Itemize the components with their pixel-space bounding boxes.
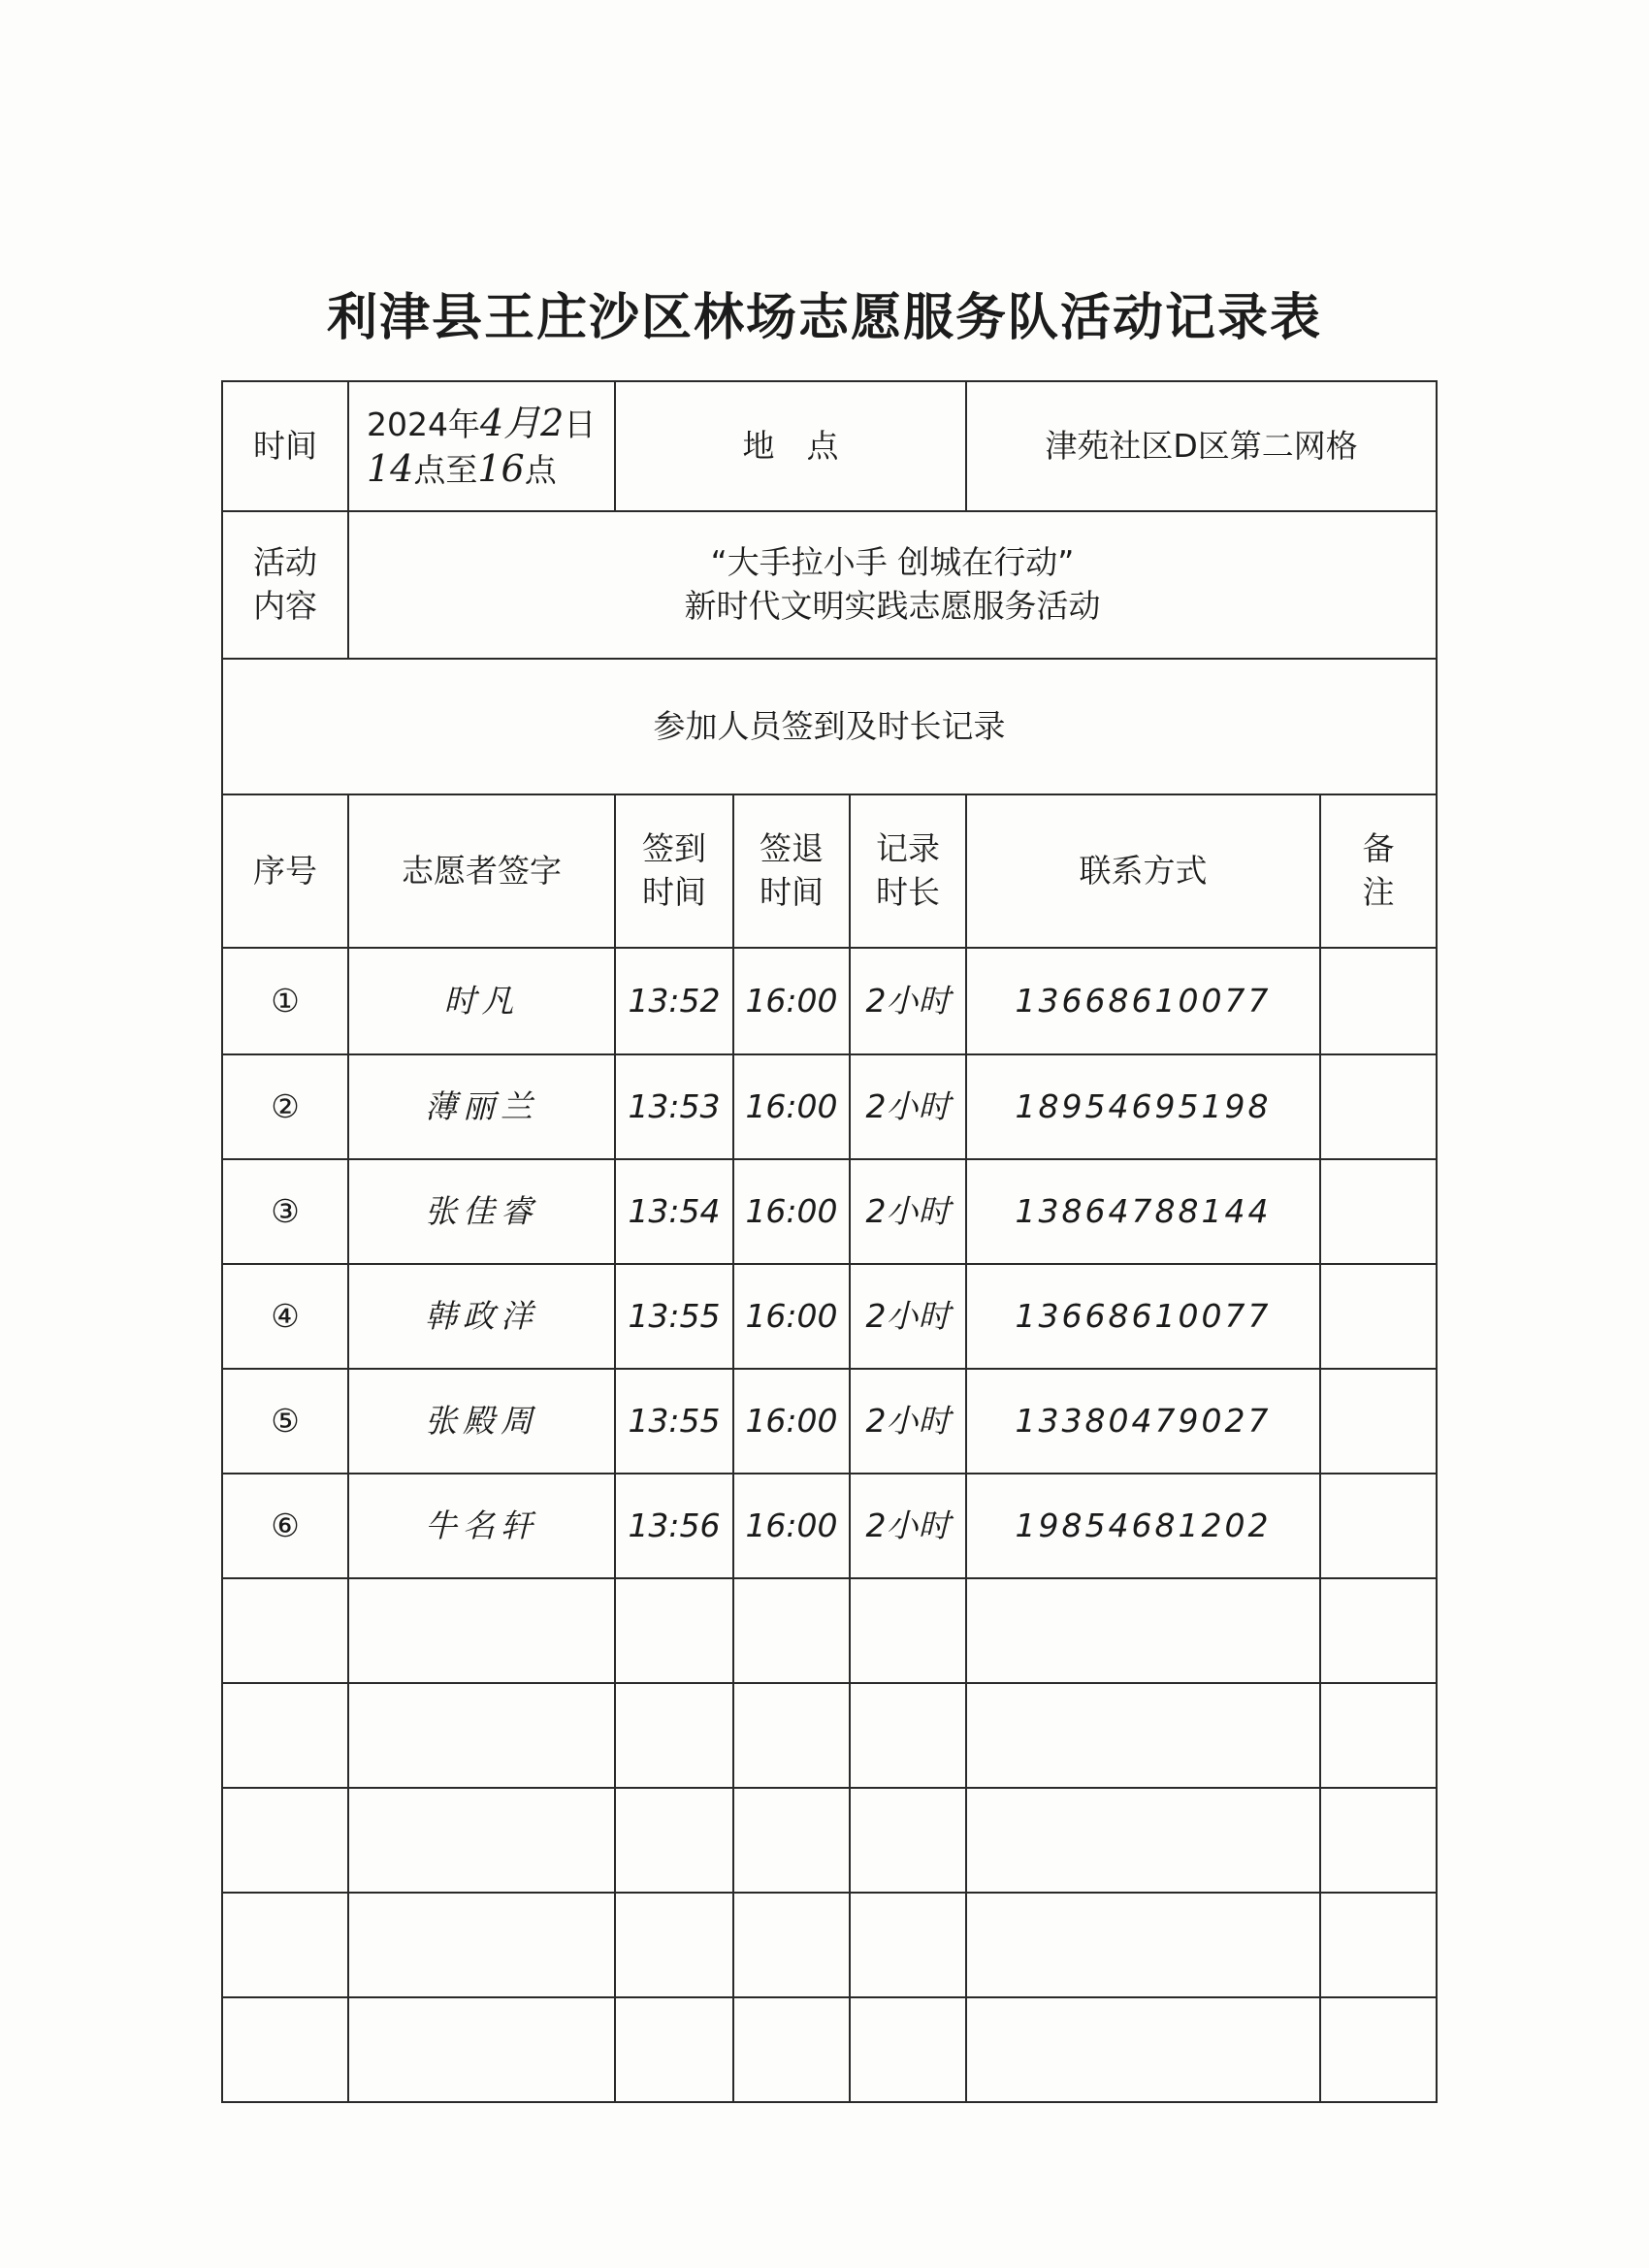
table-row [222, 1264, 1437, 1369]
row-phone: 19854681202 [966, 1474, 1320, 1578]
col-contact: 联系方式 [966, 794, 1320, 948]
empty-row [222, 1788, 1437, 1893]
row-notes [1320, 948, 1437, 1054]
date-time-value [348, 381, 615, 511]
row-signature: 韩政洋 [348, 1264, 615, 1369]
table-row [222, 948, 1437, 1054]
row-signature: 时凡 [348, 948, 615, 1054]
empty-row [222, 1893, 1437, 1997]
content-line-2: 新时代文明实践志愿服务活动 [684, 587, 1101, 625]
row-phone: 18954695198 [966, 1054, 1320, 1159]
col-signature: 志愿者签字 [348, 794, 615, 948]
empty-row [222, 1578, 1437, 1683]
row-checkout: 16:00 [733, 1054, 850, 1159]
row-seq: ① [222, 948, 348, 1054]
row-phone: 13864788144 [966, 1159, 1320, 1264]
row-notes [1320, 1264, 1437, 1369]
table-row [222, 1054, 1437, 1159]
row-checkin: 13:55 [615, 1264, 733, 1369]
row-notes [1320, 1474, 1437, 1578]
section-title: 参加人员签到及时长记录 [222, 659, 1437, 794]
row-duration: 2小时 [850, 1369, 966, 1474]
date-month: 4月 [479, 401, 541, 444]
row-seq: ④ [222, 1264, 348, 1369]
activity-record-table [221, 380, 1438, 2103]
place-value: 津苑社区D区第二网格 [966, 381, 1437, 511]
row-checkin: 13:53 [615, 1054, 733, 1159]
row-duration: 2小时 [850, 948, 966, 1054]
start-mid: 点至 [413, 451, 478, 489]
content-label: 活动 内容 [222, 511, 348, 659]
row-phone: 13668610077 [966, 948, 1320, 1054]
start-hour: 14 [367, 447, 414, 490]
time-place-row [222, 381, 1437, 511]
row-checkin: 13:56 [615, 1474, 733, 1578]
row-duration: 2小时 [850, 1054, 966, 1159]
row-seq: ⑥ [222, 1474, 348, 1578]
row-signature: 薄丽兰 [348, 1054, 615, 1159]
row-checkout: 16:00 [733, 948, 850, 1054]
row-signature: 张殿周 [348, 1369, 615, 1474]
row-duration: 2小时 [850, 1474, 966, 1578]
row-phone: 13380479027 [966, 1369, 1320, 1474]
row-notes [1320, 1054, 1437, 1159]
page-title: 利津县王庄沙区林场志愿服务队活动记录表 [326, 289, 1322, 347]
row-duration: 2小时 [850, 1159, 966, 1264]
empty-row [222, 1683, 1437, 1788]
row-seq: ⑤ [222, 1369, 348, 1474]
col-duration: 记录 时长 [850, 794, 966, 948]
table-row [222, 1369, 1437, 1474]
date-suffix: 日 [564, 405, 597, 443]
date-prefix: 2024年 [367, 405, 480, 443]
row-checkout: 16:00 [733, 1159, 850, 1264]
content-row [222, 511, 1437, 659]
column-header-row [222, 794, 1437, 948]
section-row [222, 659, 1437, 794]
table-row [222, 1474, 1437, 1578]
empty-row [222, 1997, 1437, 2102]
row-phone: 13668610077 [966, 1264, 1320, 1369]
col-checkin: 签到 时间 [615, 794, 733, 948]
content-line-1: “大手拉小手 创城在行动” [710, 543, 1075, 582]
row-seq: ③ [222, 1159, 348, 1264]
row-signature: 张佳睿 [348, 1159, 615, 1264]
row-checkout: 16:00 [733, 1369, 850, 1474]
row-checkout: 16:00 [733, 1264, 850, 1369]
row-duration: 2小时 [850, 1264, 966, 1369]
table-row [222, 1159, 1437, 1264]
place-label: 地 点 [615, 381, 966, 511]
row-notes [1320, 1159, 1437, 1264]
col-checkout: 签退 时间 [733, 794, 850, 948]
row-checkin: 13:54 [615, 1159, 733, 1264]
date-day: 2 [540, 401, 565, 444]
row-checkin: 13:52 [615, 948, 733, 1054]
end-suffix: 点 [524, 451, 557, 489]
col-seq: 序号 [222, 794, 348, 948]
row-seq: ② [222, 1054, 348, 1159]
time-label: 时间 [222, 381, 348, 511]
row-checkin: 13:55 [615, 1369, 733, 1474]
row-checkout: 16:00 [733, 1474, 850, 1578]
row-signature: 牛名轩 [348, 1474, 615, 1578]
col-notes: 备 注 [1320, 794, 1437, 948]
end-hour: 16 [477, 447, 525, 490]
content-value [348, 511, 1437, 659]
row-notes [1320, 1369, 1437, 1474]
